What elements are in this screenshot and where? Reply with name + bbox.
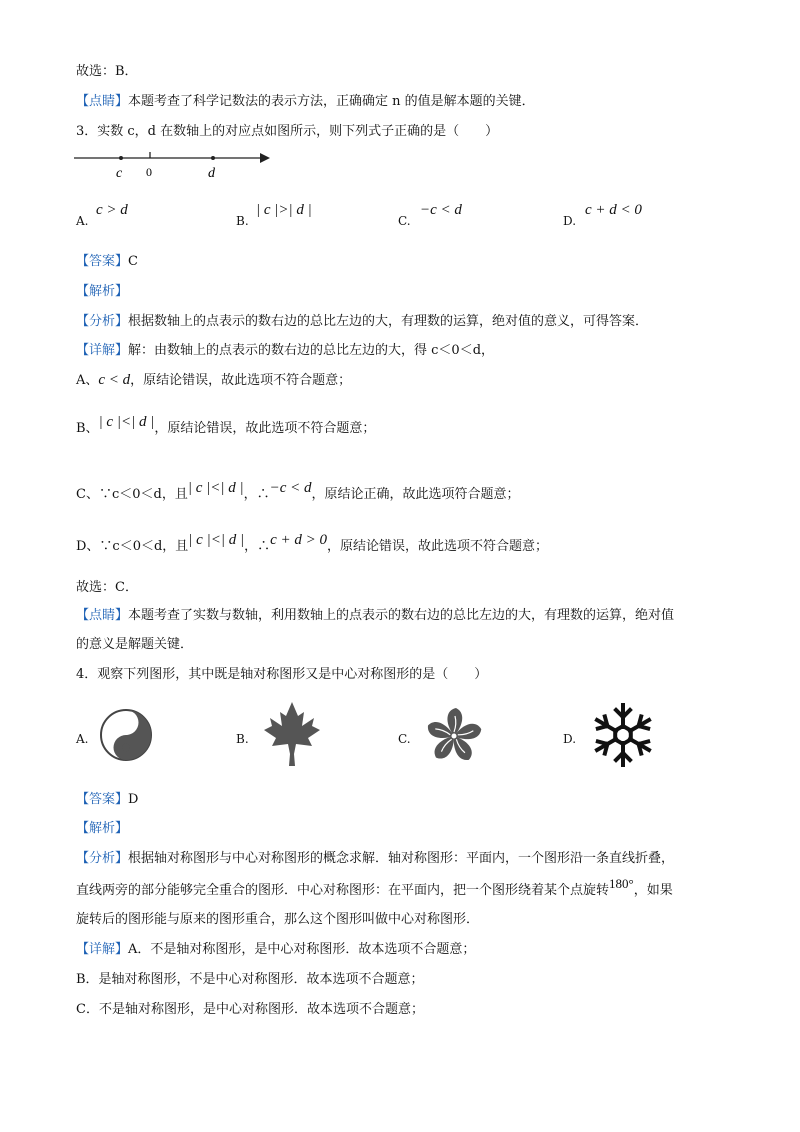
text-line: 故选：C． (76, 580, 138, 595)
tag-jiexi: 【解析】 (76, 821, 129, 836)
detail-a (76, 370, 351, 391)
answer-value: C (128, 254, 138, 269)
math: | c |<| d | (188, 532, 245, 548)
detail-c (76, 480, 520, 505)
math: c + d > 0 (270, 532, 327, 548)
text: 本题考查了实数与数轴，利用数轴上的点表示的数右边的总比左边的大，有理数的运算，绝对值 (128, 608, 675, 623)
tag-answer: 【答案】 (76, 254, 129, 269)
math: | c |<| d | (98, 414, 155, 430)
math: c < d (98, 372, 131, 388)
text: A、 (76, 373, 99, 388)
tag-jiexi: 【解析】 (76, 284, 129, 299)
analysis-3 (76, 312, 648, 332)
detail-4 (76, 940, 475, 960)
text: A．不是轴对称图形，是中心对称图形．故本选项不合题意； (128, 942, 476, 957)
tag-dianjing: 【点睛】 (76, 608, 129, 623)
label-d: d (208, 166, 215, 181)
text: ，原结论错误，故此选项不符合题意； (154, 421, 376, 436)
text: ，如果 (633, 883, 673, 898)
text: 直线两旁的部分能够完全重合的图形．中心对称图形：在平面内，把一个图形绕着某个点旋转 (76, 883, 610, 898)
number-line (74, 148, 274, 182)
maple-leaf-icon (262, 700, 322, 766)
text: 本题考查了科学记数法的表示方法，正确确定 n 的值是解本题的关键． (128, 94, 535, 109)
text-line (76, 876, 673, 901)
q4-option-d-label: D. (563, 732, 577, 746)
text: ，∴ (244, 539, 271, 554)
yin-yang-icon (99, 708, 153, 762)
detail-3 (76, 341, 494, 361)
tag-answer: 【答案】 (76, 792, 129, 807)
label-c: c (116, 166, 123, 181)
text: 解：由数轴上的点表示的数右边的总比左边的大，得 c＜0＜d， (128, 343, 495, 358)
text: C、∵c＜0＜d，且 (76, 487, 188, 502)
text: ，∴ (243, 487, 270, 502)
option-a-label: A. (76, 214, 89, 228)
text-line: 的意义是解题关键． (76, 637, 194, 652)
tag-xiangjie: 【详解】 (76, 942, 129, 957)
option-c-label: C. (398, 214, 411, 228)
question-3: 3．实数 c，d 在数轴上的对应点如图所示，则下列式子正确的是（ ） (76, 124, 499, 139)
q4-option-b-label: B. (236, 732, 249, 746)
option-d-label: D. (563, 214, 577, 228)
tag-fenxi: 【分析】 (76, 851, 129, 866)
tag-xiangjie: 【详解】 (76, 343, 129, 358)
q4-option-a-label: A. (76, 732, 89, 746)
answer-4 (76, 790, 138, 810)
q4-option-c-label: C. (398, 732, 411, 746)
answer-value: D (128, 792, 139, 807)
math: −c < d (269, 480, 312, 496)
text: D、∵c＜0＜d，且 (76, 539, 189, 554)
text: ，原结论正确，故此选项符合题意； (311, 487, 520, 502)
option-c-math: −c < d (420, 202, 462, 218)
text-line: 故选：B． (76, 64, 138, 79)
snowflake-icon (590, 702, 656, 768)
text: 根据数轴上的点表示的数右边的总比左边的大，有理数的运算，绝对值的意义，可得答案． (128, 314, 649, 329)
answer-3 (76, 252, 138, 272)
analysis-4 (76, 849, 674, 869)
option-d-math: c + d < 0 (585, 202, 642, 218)
question-4: 4．观察下列图形，其中既是轴对称图形又是中心对称图形的是（ ） (76, 667, 488, 682)
tag-fenxi: 【分析】 (76, 314, 129, 329)
math: | c |<| d | (187, 480, 244, 496)
detail-b (76, 414, 376, 439)
option-b-label: B. (236, 214, 249, 228)
text: B、 (76, 421, 99, 436)
option-a-math: c > d (96, 202, 128, 218)
text-line: 旋转后的图形能与原来的图形重合，那么这个图形叫做中心对称图形． (76, 912, 480, 927)
remark-3 (76, 606, 674, 626)
label-0: 0 (146, 165, 152, 179)
math: 180° (609, 876, 634, 891)
option-b-math: | c |>| d | (256, 202, 312, 218)
text: 根据轴对称图形与中心对称图形的概念求解．轴对称图形：平面内，一个图形沿一条直线折叠， (128, 851, 675, 866)
text-line (76, 92, 535, 112)
tag-dianjing: 【点睛】 (76, 94, 129, 109)
text-line: B．是轴对称图形，不是中心对称图形．故本选项不合题意； (76, 972, 424, 987)
text-line: C．不是轴对称图形，是中心对称图形．故本选项不合题意； (76, 1002, 424, 1017)
text: ，原结论错误，故此选项不符合题意； (327, 539, 549, 554)
detail-d (76, 532, 549, 557)
bauhinia-flower-icon (424, 706, 484, 766)
text: ，原结论错误，故此选项不符合题意； (130, 373, 352, 388)
